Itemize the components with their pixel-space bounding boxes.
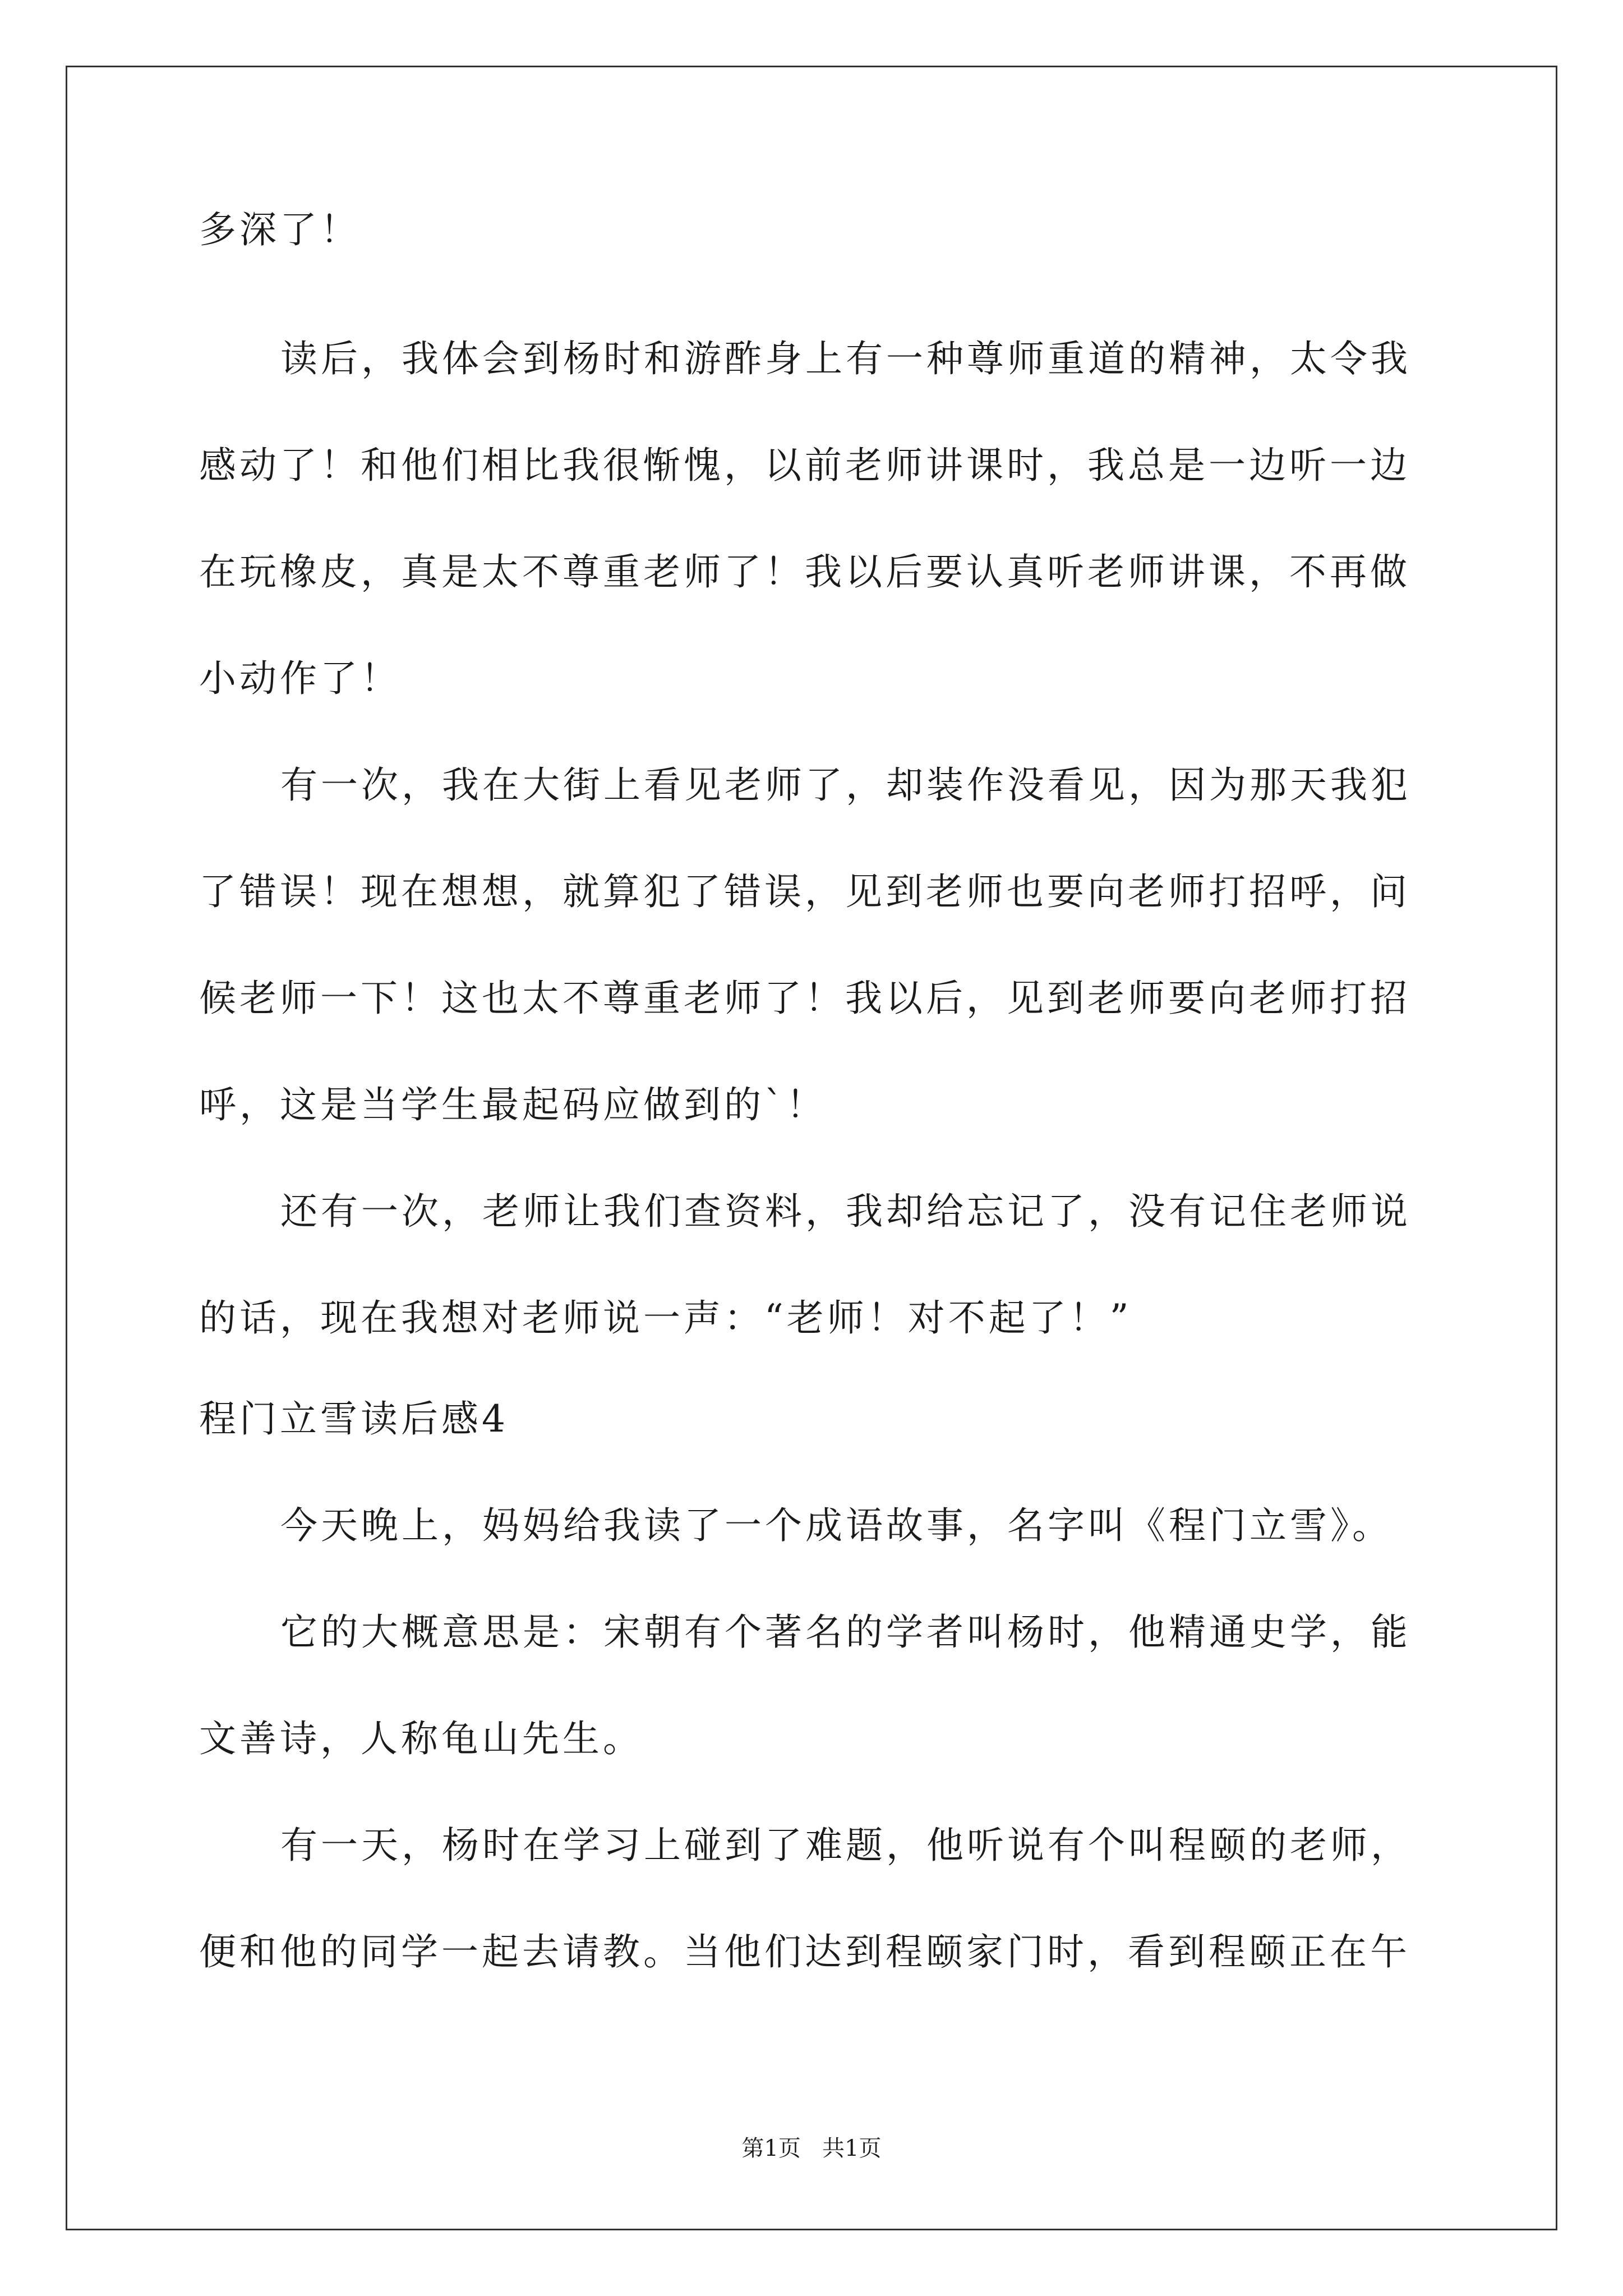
text-line: 了错误！现在想想，就算犯了错误，见到老师也要向老师打招呼，问 xyxy=(199,870,1410,913)
text-line: 读后，我体会到杨时和游酢身上有一种尊师重道的精神，太令我 xyxy=(280,337,1411,380)
text-line: 小动作了！ xyxy=(199,657,401,700)
page-footer: 第1页 共1页 xyxy=(741,2136,882,2161)
text-line: 还有一次，老师让我们查资料，我却给忘记了，没有记住老师说 xyxy=(280,1190,1411,1233)
text-line: 感动了！和他们相比我很惭愧，以前老师讲课时，我总是一边听一边 xyxy=(199,444,1410,487)
text-line: 有一次，我在大街上看见老师了，却装作没看见，因为那天我犯 xyxy=(280,763,1411,807)
text-line: 多深了！ xyxy=(199,208,361,251)
text-line: 它的大概意思是：宋朝有个著名的学者叫杨时，他精通史学，能 xyxy=(280,1611,1411,1654)
text-line: 的话，现在我想对老师说一声：“老师！对不起了！” xyxy=(199,1296,1132,1340)
text-line: 候老师一下！这也太不尊重老师了！我以后，见到老师要向老师打招 xyxy=(199,977,1410,1020)
text-line: 今天晚上，妈妈给我读了一个成语故事，名字叫《程门立雪》。 xyxy=(280,1504,1393,1547)
text-line: 有一天，杨时在学习上碰到了难题，他听说有个叫程颐的老师， xyxy=(280,1824,1411,1867)
text-line: 在玩橡皮，真是太不尊重老师了！我以后要认真听老师讲课，不再做 xyxy=(199,550,1410,593)
section-heading: 程门立雪读后感4 xyxy=(199,1397,509,1441)
text-line: 文善诗，人称龟山先生。 xyxy=(199,1717,643,1760)
text-line: 便和他的同学一起去请教。当他们达到程颐家门时，看到程颐正在午 xyxy=(199,1930,1410,1973)
text-line: 呼，这是当学生最起码应做到的`！ xyxy=(199,1083,827,1126)
page-border xyxy=(66,66,1557,2230)
